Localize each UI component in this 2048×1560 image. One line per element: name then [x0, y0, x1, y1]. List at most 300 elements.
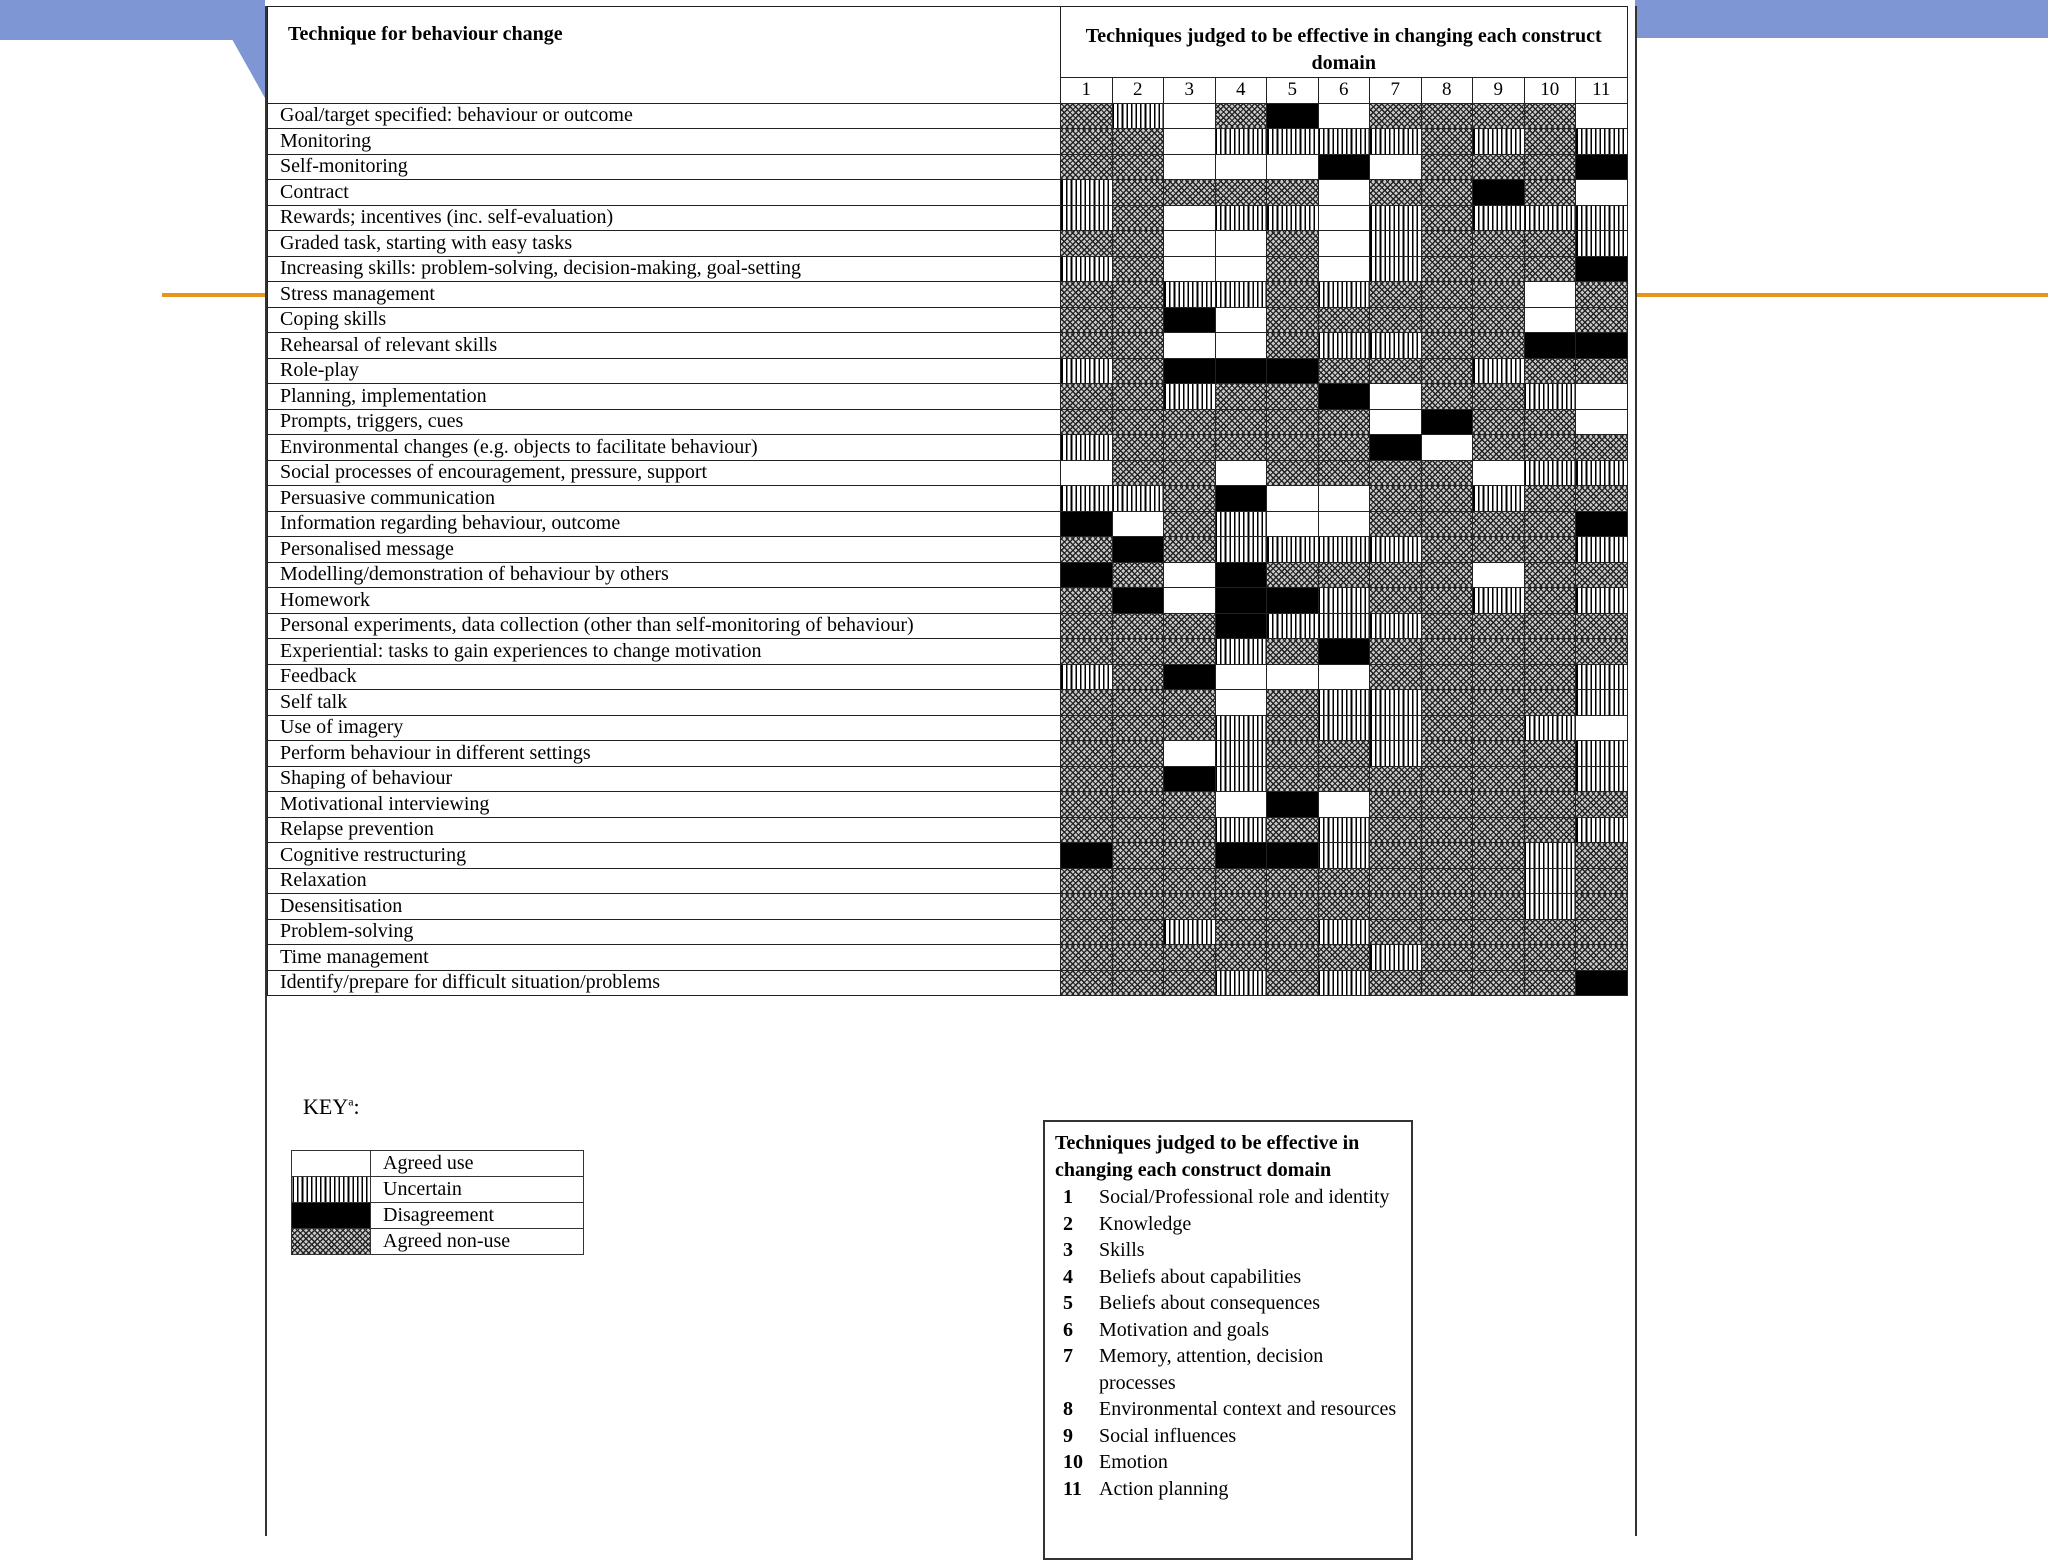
rating-cell: [1061, 868, 1113, 894]
rating-cell: [1061, 664, 1113, 690]
technique-label: Modelling/demonstration of behaviour by others: [268, 562, 1061, 588]
rating-cell: [1061, 741, 1113, 767]
rating-cell: [1576, 256, 1628, 282]
rating-cell: [1061, 205, 1113, 231]
legend-number: 2: [1063, 1212, 1073, 1235]
rating-cell: [1524, 511, 1576, 537]
rating-cell: [1164, 588, 1216, 614]
rating-cell: [1524, 945, 1576, 971]
rating-cell: [1215, 970, 1267, 996]
technique-label: Rewards; incentives (inc. self-evaluation): [268, 205, 1061, 231]
rating-cell: [1576, 664, 1628, 690]
rating-cell: [1524, 690, 1576, 716]
rating-cell: [1112, 919, 1164, 945]
rating-cell: [1215, 715, 1267, 741]
rating-cell: [1215, 562, 1267, 588]
legend-text: Environmental context and resources: [1099, 1398, 1397, 1420]
rating-cell: [1215, 664, 1267, 690]
rating-cell: [1318, 715, 1370, 741]
rating-cell: [1061, 843, 1113, 869]
rating-cell: [1473, 639, 1525, 665]
key-swatch: [292, 1151, 371, 1177]
rating-cell: [1318, 154, 1370, 180]
rating-cell: [1164, 231, 1216, 257]
table-row: [268, 460, 1628, 486]
rating-cell: [1215, 460, 1267, 486]
rating-cell: [1112, 154, 1164, 180]
technique-label: Perform behaviour in different settings: [268, 741, 1061, 767]
rating-cell: [1112, 307, 1164, 333]
rating-cell: [1164, 256, 1216, 282]
rating-cell: [1524, 231, 1576, 257]
rating-cell: [1370, 792, 1422, 818]
rating-cell: [1473, 588, 1525, 614]
rating-cell: [1370, 409, 1422, 435]
rating-cell: [1164, 945, 1216, 971]
rating-cell: [1112, 180, 1164, 206]
rating-cell: [1318, 205, 1370, 231]
rating-cell: [1267, 588, 1319, 614]
rating-cell: [1061, 537, 1113, 563]
technique-label: Feedback: [268, 664, 1061, 690]
table-row: [268, 384, 1628, 410]
rating-cell: [1473, 180, 1525, 206]
rating-cell: [1267, 384, 1319, 410]
rating-cell: [1164, 409, 1216, 435]
legend-number: 10: [1063, 1451, 1083, 1473]
rating-cell: [1524, 562, 1576, 588]
legend-text: Knowledge: [1099, 1212, 1192, 1235]
rating-cell: [1421, 741, 1473, 767]
rating-cell: [1524, 307, 1576, 333]
rating-cell: [1318, 435, 1370, 461]
technique-label: Goal/target specified: behaviour or outcome: [268, 103, 1061, 129]
rating-cell: [1318, 460, 1370, 486]
technique-label: Relaxation: [268, 868, 1061, 894]
rating-cell: [1421, 231, 1473, 257]
table-row: [268, 664, 1628, 690]
rating-cell: [1267, 919, 1319, 945]
rating-cell: [1318, 817, 1370, 843]
rating-cell: [1318, 486, 1370, 512]
rating-cell: [1318, 103, 1370, 129]
rating-cell: [1318, 231, 1370, 257]
domain-number-9: 9: [1473, 78, 1525, 104]
rating-cell: [1318, 537, 1370, 563]
rating-cell: [1370, 639, 1422, 665]
key-label: Agreed non-use: [371, 1229, 584, 1255]
domain-number-7: 7: [1370, 78, 1422, 104]
rating-cell: [1061, 945, 1113, 971]
rating-cell: [1164, 562, 1216, 588]
rating-cell: [1215, 741, 1267, 767]
domain-legend: [1043, 1120, 1413, 1560]
legend-number: 7: [1063, 1345, 1073, 1367]
rating-cell: [1421, 690, 1473, 716]
rating-cell: [1061, 562, 1113, 588]
table-row: [268, 358, 1628, 384]
rating-cell: [1473, 282, 1525, 308]
rating-cell: [1576, 231, 1628, 257]
technique-label: Desensitisation: [268, 894, 1061, 920]
rating-cell: [1576, 409, 1628, 435]
rating-cell: [1370, 741, 1422, 767]
rating-cell: [1421, 282, 1473, 308]
rating-cell: [1267, 409, 1319, 435]
rating-cell: [1061, 613, 1113, 639]
table-row: [268, 715, 1628, 741]
rating-cell: [1267, 843, 1319, 869]
rating-cell: [1112, 690, 1164, 716]
rating-cell: [1421, 256, 1473, 282]
table-row: [268, 970, 1628, 996]
rating-cell: [1473, 613, 1525, 639]
technique-label: Prompts, triggers, cues: [268, 409, 1061, 435]
technique-label: Homework: [268, 588, 1061, 614]
rating-cell: [1164, 894, 1216, 920]
rating-cell: [1421, 715, 1473, 741]
rating-cell: [1164, 843, 1216, 869]
legend-text: Social/Professional role and identity: [1099, 1186, 1390, 1208]
rating-cell: [1061, 409, 1113, 435]
table-row: [268, 690, 1628, 716]
rating-cell: [1164, 129, 1216, 155]
legend-item: [1055, 1237, 1401, 1264]
rating-cell: [1061, 894, 1113, 920]
rating-cell: [1421, 792, 1473, 818]
rating-cell: [1112, 945, 1164, 971]
rating-cell: [1473, 129, 1525, 155]
rating-cell: [1370, 868, 1422, 894]
rating-cell: [1318, 613, 1370, 639]
rating-cell: [1421, 843, 1473, 869]
rating-cell: [1112, 358, 1164, 384]
domain-number-2: 2: [1112, 78, 1164, 104]
rating-cell: [1524, 333, 1576, 359]
rating-cell: [1061, 180, 1113, 206]
rating-cell: [1061, 511, 1113, 537]
table-row: [268, 307, 1628, 333]
technique-label: Role-play: [268, 358, 1061, 384]
rating-cell: [1524, 639, 1576, 665]
rating-cell: [1524, 435, 1576, 461]
rating-cell: [1164, 792, 1216, 818]
rating-cell: [1421, 817, 1473, 843]
rating-cell: [1061, 333, 1113, 359]
rating-cell: [1267, 639, 1319, 665]
rating-cell: [1215, 511, 1267, 537]
legend-item: [1055, 1396, 1401, 1423]
rating-cell: [1112, 792, 1164, 818]
legend-item: [1055, 1317, 1401, 1344]
rating-cell: [1215, 945, 1267, 971]
rating-cell: [1524, 588, 1576, 614]
rating-cell: [1164, 766, 1216, 792]
rating-cell: [1267, 486, 1319, 512]
rating-cell: [1421, 205, 1473, 231]
rating-cell: [1267, 537, 1319, 563]
rating-cell: [1164, 205, 1216, 231]
rating-cell: [1164, 460, 1216, 486]
legend-text: Beliefs about capabilities: [1099, 1265, 1302, 1288]
rating-cell: [1267, 205, 1319, 231]
rating-cell: [1421, 358, 1473, 384]
rating-cell: [1267, 945, 1319, 971]
rating-cell: [1576, 103, 1628, 129]
technique-label: Persuasive communication: [268, 486, 1061, 512]
rating-cell: [1370, 766, 1422, 792]
key-label: Uncertain: [371, 1177, 584, 1203]
rating-cell: [1318, 843, 1370, 869]
rating-cell: [1473, 154, 1525, 180]
rating-cell: [1215, 231, 1267, 257]
rating-cell: [1473, 256, 1525, 282]
rating-cell: [1061, 817, 1113, 843]
legend-text: Emotion: [1099, 1451, 1168, 1473]
rating-cell: [1061, 460, 1113, 486]
rating-cell: [1524, 843, 1576, 869]
rating-cell: [1421, 511, 1473, 537]
legend-item: [1055, 1184, 1401, 1211]
rating-cell: [1370, 970, 1422, 996]
rating-cell: [1112, 129, 1164, 155]
rating-cell: [1473, 766, 1525, 792]
rating-cell: [1215, 690, 1267, 716]
domain-number-10: 10: [1524, 78, 1576, 104]
rating-cell: [1164, 435, 1216, 461]
rating-cell: [1576, 868, 1628, 894]
rating-cell: [1473, 970, 1525, 996]
rating-cell: [1370, 562, 1422, 588]
rating-cell: [1370, 817, 1422, 843]
rating-cell: [1576, 766, 1628, 792]
rating-cell: [1215, 868, 1267, 894]
rating-cell: [1164, 664, 1216, 690]
technique-label: Shaping of behaviour: [268, 766, 1061, 792]
rating-cell: [1473, 817, 1525, 843]
rating-cell: [1576, 792, 1628, 818]
rating-cell: [1112, 256, 1164, 282]
table-row: [268, 180, 1628, 206]
rating-cell: [1524, 664, 1576, 690]
key-label: Agreed use: [371, 1151, 584, 1177]
technique-label: Coping skills: [268, 307, 1061, 333]
technique-label: Self talk: [268, 690, 1061, 716]
rating-cell: [1061, 231, 1113, 257]
rating-cell: [1421, 639, 1473, 665]
rating-cell: [1473, 103, 1525, 129]
domain-number-6: 6: [1318, 78, 1370, 104]
table-row: [268, 231, 1628, 257]
table-row: [268, 945, 1628, 971]
rating-cell: [1370, 486, 1422, 512]
table-row: [268, 256, 1628, 282]
rating-cell: [1524, 919, 1576, 945]
domain-number-5: 5: [1267, 78, 1319, 104]
rating-cell: [1112, 715, 1164, 741]
rating-cell: [1576, 715, 1628, 741]
legend-text: Action planning: [1099, 1477, 1229, 1500]
domain-number-4: 4: [1215, 78, 1267, 104]
technique-column-header: Technique for behaviour change: [268, 7, 1061, 104]
rating-cell: [1215, 486, 1267, 512]
rating-cell: [1576, 970, 1628, 996]
rating-cell: [1112, 231, 1164, 257]
rating-cell: [1061, 256, 1113, 282]
rating-cell: [1215, 613, 1267, 639]
legend-item: [1055, 1264, 1401, 1291]
rating-cell: [1370, 894, 1422, 920]
rating-cell: [1370, 588, 1422, 614]
rating-cell: [1524, 715, 1576, 741]
rating-cell: [1318, 664, 1370, 690]
rating-cell: [1473, 715, 1525, 741]
rating-cell: [1473, 562, 1525, 588]
rating-cell: [1576, 282, 1628, 308]
rating-cell: [1473, 409, 1525, 435]
rating-cell: [1267, 180, 1319, 206]
rating-cell: [1061, 154, 1113, 180]
rating-cell: [1215, 358, 1267, 384]
rating-cell: [1318, 282, 1370, 308]
rating-cell: [1061, 919, 1113, 945]
rating-cell: [1061, 384, 1113, 410]
table-row: [268, 588, 1628, 614]
table-row: [268, 435, 1628, 461]
rating-cell: [1473, 741, 1525, 767]
rating-cell: [1524, 613, 1576, 639]
rating-cell: [1112, 817, 1164, 843]
table-row: [268, 154, 1628, 180]
rating-cell: [1164, 970, 1216, 996]
rating-cell: [1215, 154, 1267, 180]
rating-cell: [1473, 868, 1525, 894]
table-row: [268, 333, 1628, 359]
rating-cell: [1524, 486, 1576, 512]
rating-cell: [1215, 792, 1267, 818]
rating-cell: [1473, 460, 1525, 486]
rating-cell: [1421, 103, 1473, 129]
rating-cell: [1112, 409, 1164, 435]
rating-cell: [1524, 358, 1576, 384]
rating-cell: [1215, 256, 1267, 282]
rating-cell: [1267, 970, 1319, 996]
rating-cell: [1267, 129, 1319, 155]
rating-cell: [1215, 103, 1267, 129]
rating-cell: [1318, 919, 1370, 945]
technique-label: Cognitive restructuring: [268, 843, 1061, 869]
rating-cell: [1473, 664, 1525, 690]
rating-cell: [1421, 180, 1473, 206]
technique-label: Time management: [268, 945, 1061, 971]
rating-cell: [1473, 435, 1525, 461]
rating-cell: [1164, 639, 1216, 665]
legend-item: [1055, 1423, 1401, 1450]
rating-cell: [1215, 537, 1267, 563]
rating-cell: [1421, 435, 1473, 461]
table-row: [268, 613, 1628, 639]
rating-cell: [1112, 384, 1164, 410]
rating-cell: [1421, 154, 1473, 180]
rating-cell: [1524, 384, 1576, 410]
rating-cell: [1267, 231, 1319, 257]
rating-cell: [1267, 103, 1319, 129]
rating-cell: [1318, 333, 1370, 359]
rating-cell: [1267, 894, 1319, 920]
rating-cell: [1164, 690, 1216, 716]
rating-cell: [1215, 435, 1267, 461]
rating-cell: [1267, 256, 1319, 282]
rating-cell: [1370, 537, 1422, 563]
rating-cell: [1524, 154, 1576, 180]
rating-cell: [1473, 511, 1525, 537]
rating-cell: [1576, 613, 1628, 639]
rating-cell: [1164, 154, 1216, 180]
rating-cell: [1112, 486, 1164, 512]
rating-cell: [1421, 664, 1473, 690]
rating-cell: [1061, 715, 1113, 741]
key-table: [291, 1150, 584, 1255]
rating-cell: [1370, 256, 1422, 282]
rating-cell: [1112, 664, 1164, 690]
rating-cell: [1318, 588, 1370, 614]
legend-number: 6: [1063, 1318, 1073, 1341]
rating-cell: [1267, 282, 1319, 308]
rating-cell: [1524, 103, 1576, 129]
rating-cell: [1524, 894, 1576, 920]
rating-cell: [1215, 766, 1267, 792]
table-row: [268, 817, 1628, 843]
rating-cell: [1370, 690, 1422, 716]
rating-cell: [1421, 588, 1473, 614]
technique-label: Stress management: [268, 282, 1061, 308]
rating-cell: [1061, 129, 1113, 155]
rating-cell: [1473, 486, 1525, 512]
rating-cell: [1370, 282, 1422, 308]
table-row: [268, 919, 1628, 945]
rating-cell: [1164, 613, 1216, 639]
rating-cell: [1112, 894, 1164, 920]
rating-cell: [1215, 307, 1267, 333]
legend-item: [1055, 1449, 1401, 1476]
rating-cell: [1267, 690, 1319, 716]
rating-cell: [1267, 154, 1319, 180]
rating-cell: [1524, 180, 1576, 206]
legend-item: [1055, 1211, 1401, 1238]
technique-label: Social processes of encouragement, pressure, support: [268, 460, 1061, 486]
rating-cell: [1370, 205, 1422, 231]
rating-cell: [1576, 537, 1628, 563]
technique-label: Motivational interviewing: [268, 792, 1061, 818]
rating-cell: [1215, 843, 1267, 869]
rating-cell: [1215, 409, 1267, 435]
rating-cell: [1576, 384, 1628, 410]
rating-cell: [1112, 282, 1164, 308]
legend-item: [1055, 1476, 1401, 1503]
rating-cell: [1267, 817, 1319, 843]
technique-label: Experiential: tasks to gain experiences to change motivation: [268, 639, 1061, 665]
rating-cell: [1524, 129, 1576, 155]
rating-cell: [1370, 307, 1422, 333]
table-row: [268, 511, 1628, 537]
rating-cell: [1318, 970, 1370, 996]
rating-cell: [1267, 562, 1319, 588]
table-row: [268, 868, 1628, 894]
key-swatch: [292, 1177, 371, 1203]
rating-cell: [1421, 868, 1473, 894]
rating-cell: [1215, 333, 1267, 359]
key-row: [292, 1203, 584, 1229]
